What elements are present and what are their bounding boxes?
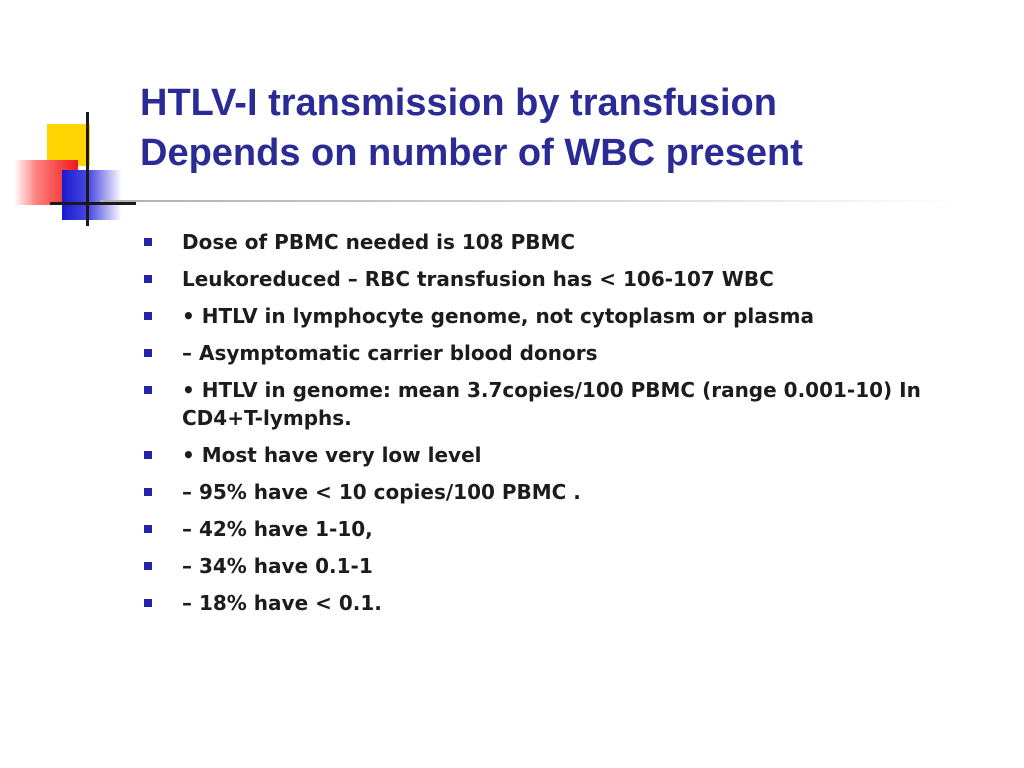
square-bullet-icon — [144, 386, 152, 394]
bullet-list — [144, 228, 974, 626]
bullet-item — [144, 478, 974, 506]
bullet-text: • Most have very low level — [182, 443, 482, 467]
bullet-text: – 42% have 1-10, — [182, 517, 373, 541]
bullet-text: – 95% have < 10 copies/100 PBMC . — [182, 480, 581, 504]
title-line-1: HTLV-I transmission by transfusion — [140, 82, 777, 124]
bullet-text: • HTLV in genome: mean 3.7copies/100 PBMC (range 0.001-10) In CD4+T-lymphs. — [182, 378, 921, 430]
bullet-text: – 18% have < 0.1. — [182, 591, 382, 615]
bullet-item — [144, 339, 974, 367]
title-line-2: Depends on number of WBC present — [140, 132, 803, 174]
bullet-text: – 34% have 0.1-1 — [182, 554, 373, 578]
bullet-text: – Asymptomatic carrier blood donors — [182, 341, 598, 365]
bullet-item — [144, 589, 974, 617]
bullet-item — [144, 515, 974, 543]
square-bullet-icon — [144, 488, 152, 496]
square-bullet-icon — [144, 599, 152, 607]
horizontal-line — [50, 202, 136, 205]
square-bullet-icon — [144, 525, 152, 533]
bullet-item — [144, 376, 974, 432]
bullet-text: • HTLV in lymphocyte genome, not cytoplasm or plasma — [182, 304, 814, 328]
decorative-corner-graphic — [0, 0, 140, 240]
bullet-text: Leukoreduced – RBC transfusion has < 106-107 WBC — [182, 267, 774, 291]
bullet-item — [144, 302, 974, 330]
square-bullet-icon — [144, 238, 152, 246]
square-bullet-icon — [144, 312, 152, 320]
slide-title — [140, 78, 1000, 178]
blue-square — [62, 170, 122, 220]
bullet-item — [144, 552, 974, 580]
bullet-item — [144, 228, 974, 256]
square-bullet-icon — [144, 451, 152, 459]
bullet-text: Dose of PBMC needed is 108 PBMC — [182, 230, 576, 254]
square-bullet-icon — [144, 562, 152, 570]
title-divider — [100, 200, 960, 202]
vertical-line — [86, 112, 89, 226]
bullet-item — [144, 265, 974, 293]
bullet-item — [144, 441, 974, 469]
square-bullet-icon — [144, 349, 152, 357]
square-bullet-icon — [144, 275, 152, 283]
